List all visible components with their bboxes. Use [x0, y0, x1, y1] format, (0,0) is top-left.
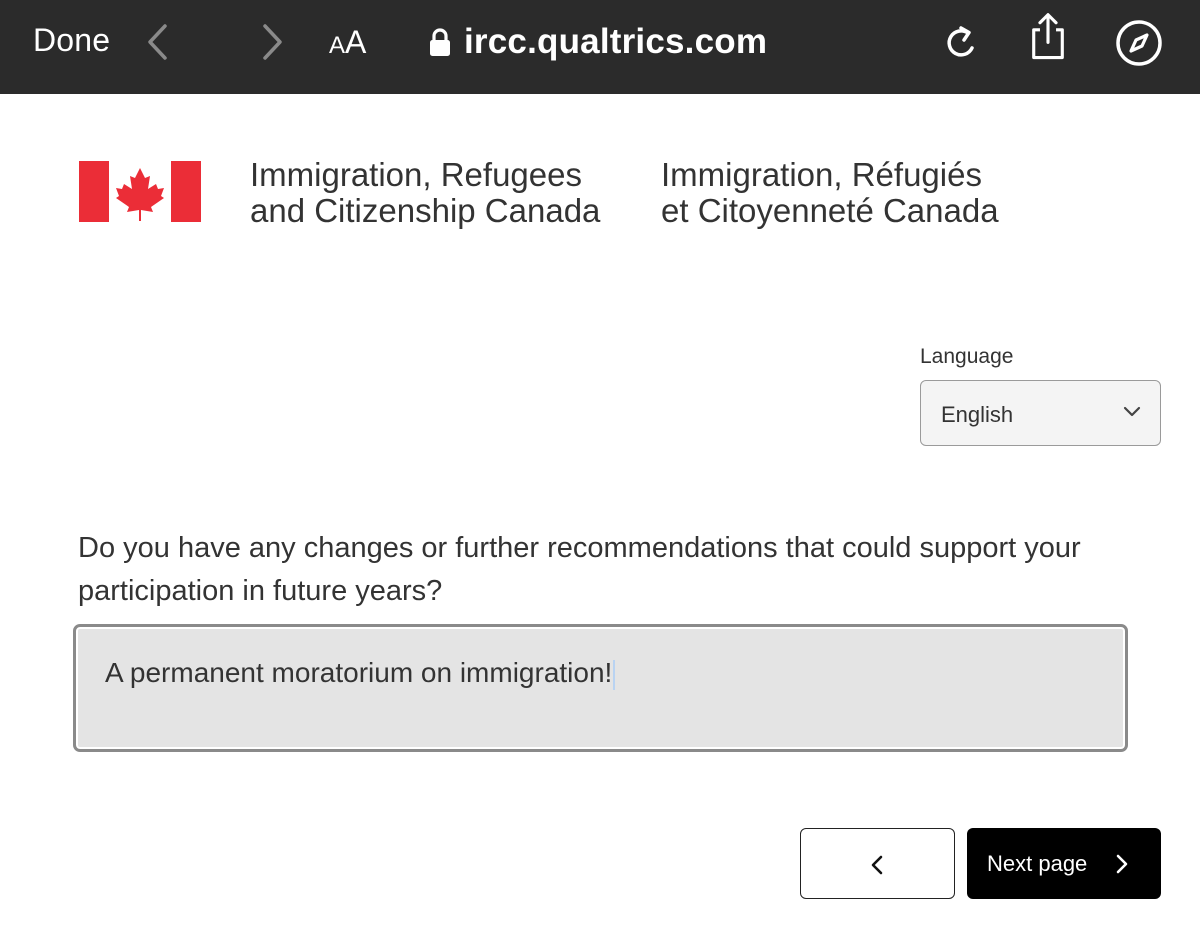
answer-textarea[interactable]: [73, 624, 1128, 752]
compass-icon[interactable]: [1114, 18, 1164, 68]
language-selected-value: English: [941, 402, 1014, 427]
text-cursor: [613, 660, 615, 690]
browser-toolbar: [0, 0, 1200, 94]
language-select[interactable]: [920, 380, 1161, 446]
address-bar[interactable]: [428, 20, 767, 64]
lock-icon: [428, 27, 452, 57]
text-size-small-label: A: [329, 32, 346, 59]
share-icon[interactable]: [1023, 12, 1073, 62]
text-size-button[interactable]: [329, 24, 366, 61]
answer-text-value: [105, 657, 615, 690]
dept-en-line1: Immigration, Refugees: [250, 156, 582, 193]
chevron-left-icon[interactable]: [143, 22, 173, 62]
dept-fr-line1: Immigration, Réfugiés: [661, 156, 982, 193]
done-button[interactable]: Done: [33, 22, 111, 58]
dept-en-line2: and Citizenship Canada: [250, 192, 601, 229]
question-text: Do you have any changes or further recommendations that could support your participation in future years?: [78, 532, 1081, 607]
canada-flag-logo: [79, 161, 201, 222]
text-size-big-label: A: [345, 24, 367, 60]
next-page-label: Next page: [987, 851, 1088, 876]
language-label: Language: [920, 345, 1014, 368]
chevron-right-icon[interactable]: [257, 22, 287, 62]
department-name-french: [661, 157, 999, 229]
chevron-left-icon: [869, 854, 885, 876]
department-name-english: [250, 157, 600, 229]
previous-page-button[interactable]: [800, 828, 955, 899]
next-page-button[interactable]: [967, 828, 1161, 899]
chevron-right-icon: [1114, 853, 1130, 875]
dept-fr-line2: et Citoyenneté Canada: [661, 192, 999, 229]
url-text: ircc.qualtrics.com: [464, 22, 768, 61]
chevron-down-icon: [1122, 405, 1142, 419]
answer-value: A permanent moratorium on immigration!: [105, 657, 613, 688]
reload-icon[interactable]: [937, 18, 987, 68]
